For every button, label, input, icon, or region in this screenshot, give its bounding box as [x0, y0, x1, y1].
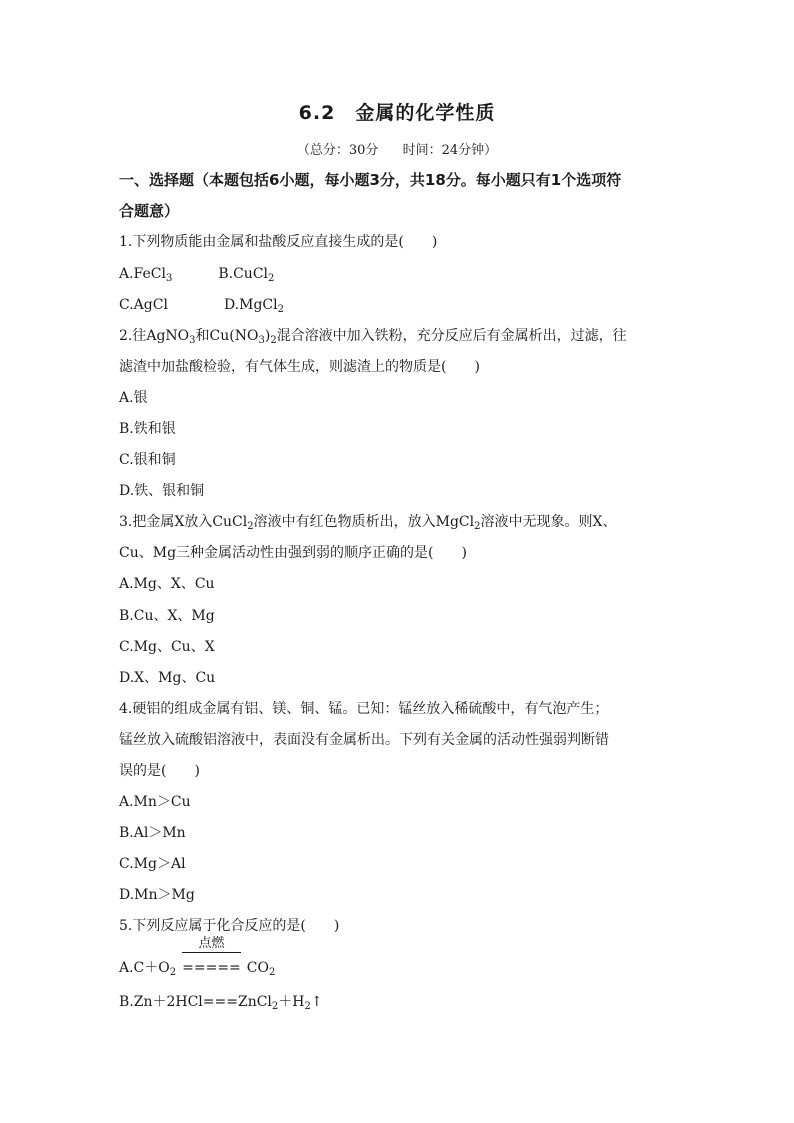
q4-option-a: A.Mn＞Cu: [119, 794, 191, 810]
q2-option-d: D.铁、银和铜: [119, 483, 205, 499]
gas-arrow-icon: ↑: [310, 994, 323, 1010]
q4-option-d: D.Mn＞Mg: [119, 887, 195, 903]
q1-stem: 1.下列物质能由金属和盐酸反应直接生成的是( ): [119, 234, 438, 250]
q3-stem: 3.把金属X放入CuCl$_2$溶液中有红色物质析出，放入MgCl$_2$溶液中无现象。则X、: [119, 514, 617, 532]
exam-meta: [0, 139, 794, 158]
q5-option-a: $A.C+O_2$ 点燃 ===== $CO_2$: [119, 953, 679, 988]
q1-options-ab: [119, 259, 679, 294]
q2-stem-cont: 滤渣中加盐酸检验，有气体生成，则滤渣上的物质是( ): [119, 359, 480, 375]
q4-stem-end: 误的是( ): [119, 763, 200, 779]
section-heading-cont: 合题意）: [119, 202, 180, 220]
q2-option-b: B.铁和银: [119, 421, 176, 437]
q3-option-c: C.Mg、Cu、X: [119, 639, 215, 655]
q1-option-a: A.FeCl$_3$: [119, 266, 173, 284]
q3-option-d: D.X、Mg、Cu: [119, 670, 216, 686]
q1-options-cd: [119, 290, 679, 325]
q2-option-a: A.银: [119, 390, 148, 406]
q4-stem: 4.硬铝的组成金属有铝、镁、铜、锰。已知：锰丝放入稀硫酸中，有气泡产生；: [119, 701, 609, 717]
q4-stem-cont: 锰丝放入硫酸铝溶液中，表面没有金属析出。下列有关金属的活动性强弱判断错: [119, 732, 609, 748]
q3-option-b: B.Cu、X、Mg: [119, 608, 215, 624]
q4-option-b: B.Al＞Mn: [119, 825, 186, 841]
q3-stem-cont: Cu、Mg三种金属活动性由强到弱的顺序正确的是( ): [119, 545, 467, 561]
q5-stem: 5.下列反应属于化合反应的是( ): [119, 918, 340, 934]
time-limit: 时间：24分钟）: [402, 143, 498, 158]
q1-option-c: C.AgCl: [119, 297, 168, 313]
q3-option-a: A.Mg、X、Cu: [119, 576, 215, 592]
q5-option-b: $B.Zn+2HCl===ZnCl_2+H_2↑$: [119, 994, 323, 1012]
page-title: 6.2 金属的化学性质: [298, 102, 496, 124]
q2-option-c: C.银和铜: [119, 452, 176, 468]
q2-stem: 2.往AgNO$_3$和$Cu(NO_3)_2$混合溶液中加入铁粉，充分反应后有金属析出，过滤，往: [119, 328, 627, 346]
reaction-condition: 点燃 =====: [182, 936, 241, 976]
q4-option-c: C.Mg＞Al: [119, 856, 186, 872]
q1-option-d: D.MgCl$_2$: [223, 297, 284, 315]
q1-option-b: B.CuCl$_2$: [218, 266, 275, 284]
total-score: （总分：30分: [296, 143, 379, 158]
section-heading: 一、选择题（本题包括6小题，每小题3分，共18分。每小题只有1个选项符: [119, 171, 622, 189]
